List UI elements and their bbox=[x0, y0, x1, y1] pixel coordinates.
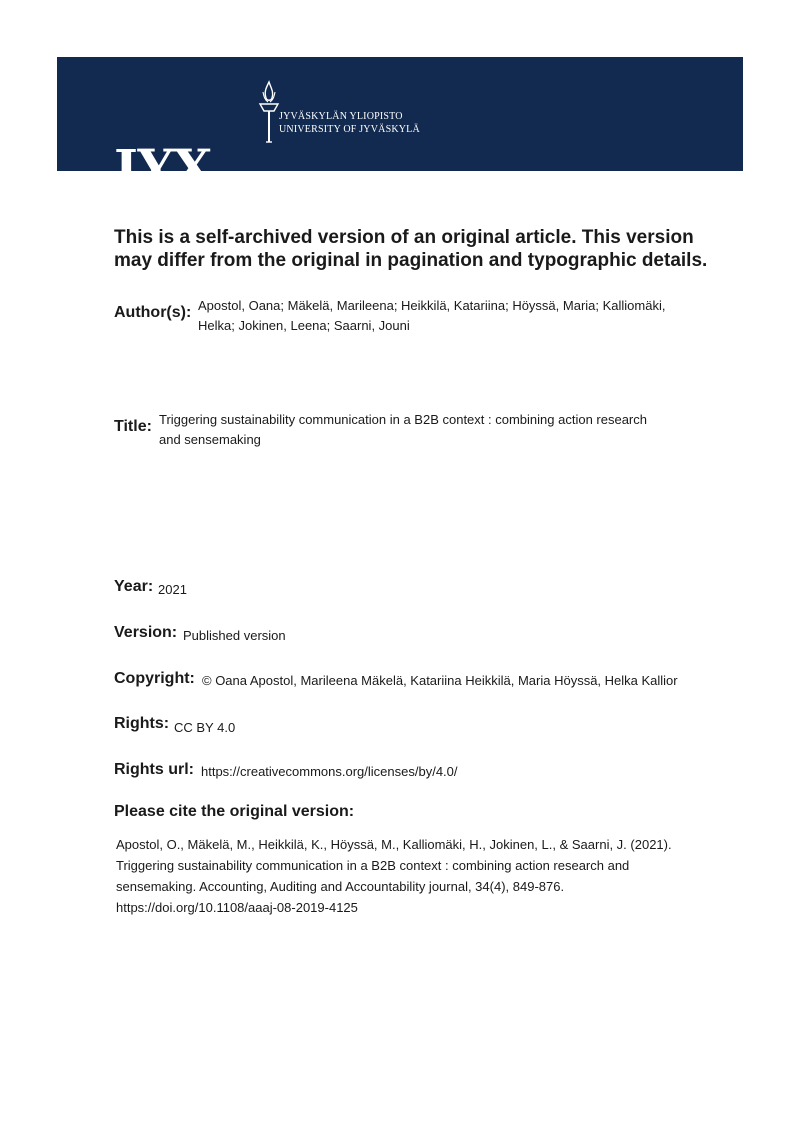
header-banner bbox=[57, 57, 743, 197]
citation-line-2: Triggering sustainability communication in a B2B context : combining action research and bbox=[116, 858, 630, 873]
rights-label: Rights: bbox=[114, 715, 170, 732]
citation-text bbox=[116, 834, 696, 918]
version-label: Version: bbox=[114, 624, 178, 641]
title-value bbox=[159, 410, 699, 450]
year-value: 2021 bbox=[158, 582, 187, 597]
title-label: Title: bbox=[114, 418, 152, 435]
authors-line-1: Apostol, Oana; Mäkelä, Marileena; Heikkilä, Katariina; Höyssä, Maria; Kalliomäki, bbox=[198, 298, 666, 313]
notice-line-1: This is a self-archived version of an original article. This version bbox=[114, 227, 694, 248]
copyright-value: © Oana Apostol, Marileena Mäkelä, Katariina Heikkilä, Maria Höyssä, Helka Kallior bbox=[202, 673, 678, 688]
title-line-2: and sensemaking bbox=[159, 432, 261, 447]
university-name-fi: JYVÄSKYLÄN YLIOPISTO bbox=[279, 111, 403, 122]
authors-value bbox=[198, 296, 698, 336]
title-line-1: Triggering sustainability communication in a B2B context : combining action research bbox=[159, 412, 647, 427]
authors-label: Author(s): bbox=[114, 304, 192, 321]
rights-value: CC BY 4.0 bbox=[174, 720, 236, 735]
citation-doi-link[interactable]: https://doi.org/10.1108/aaaj-08-2019-4125 bbox=[116, 900, 358, 915]
jyx-logo: JYX bbox=[114, 138, 213, 197]
rights-url-label: Rights url: bbox=[114, 761, 194, 778]
university-name bbox=[279, 110, 420, 136]
torch-icon bbox=[257, 80, 281, 144]
rights-url-link[interactable]: https://creativecommons.org/licenses/by/4.0/ bbox=[201, 764, 458, 779]
citation-heading: Please cite the original version: bbox=[114, 803, 355, 820]
year-label: Year: bbox=[114, 578, 154, 595]
authors-line-2: Helka; Jokinen, Leena; Saarni, Jouni bbox=[198, 318, 410, 333]
version-value: Published version bbox=[183, 628, 286, 643]
citation-line-3: sensemaking. Accounting, Auditing and Accountability journal, 34(4), 849-876. bbox=[116, 879, 565, 894]
university-name-en: UNIVERSITY OF JYVÄSKYLÄ bbox=[279, 124, 420, 135]
citation-line-1: Apostol, O., Mäkelä, M., Heikkilä, K., Höyssä, M., Kalliomäki, H., Jokinen, L., & Saarni, J. (2021). bbox=[116, 837, 672, 852]
notice-line-2: may differ from the original in pagination and typographic details. bbox=[114, 250, 708, 271]
self-archive-notice bbox=[114, 226, 714, 272]
copyright-label: Copyright: bbox=[114, 670, 195, 687]
